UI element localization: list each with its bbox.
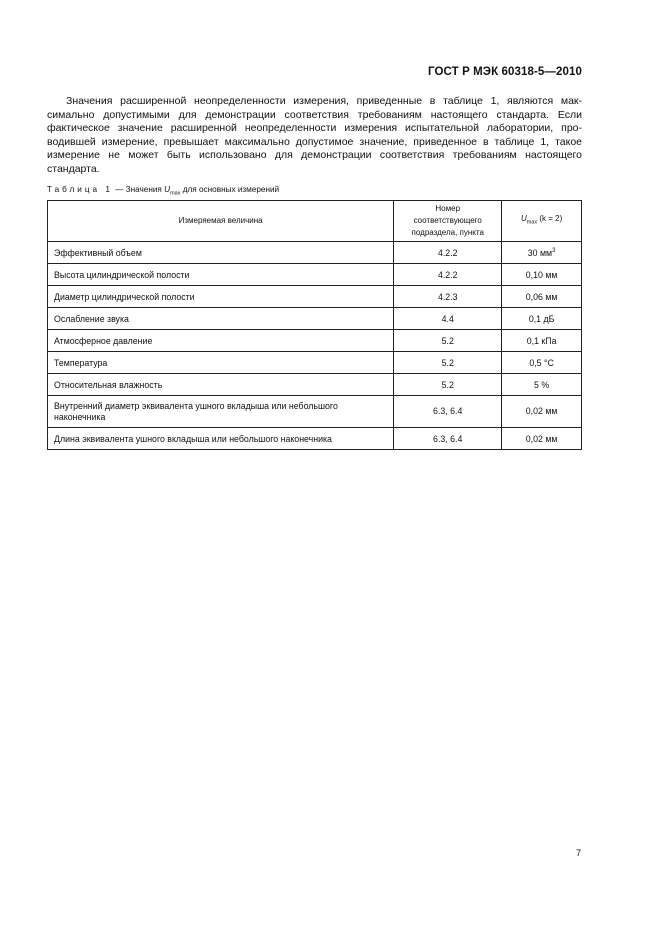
cell-value: 5 % [502,374,582,396]
cell-clause: 4.2.2 [394,242,502,264]
table-caption-label: Таблица 1 [47,185,113,194]
cell-clause: 5.2 [394,352,502,374]
cell-value-text: 30 мм [527,247,553,258]
header-quantity: Измеряемая величина [48,201,394,242]
paragraph-line: стандарта. [47,162,100,175]
table-caption-subscript: max [170,190,181,197]
header-umax [502,201,582,242]
cell-quantity: Длина эквивалента ушного вкладыша или небольшого наконечника [48,428,394,450]
table-caption-suffix: для основных измерений [180,185,280,194]
cell-value: 0,02 мм [502,428,582,450]
header-umax-symbol: U [520,214,527,224]
cell-quantity: Внутренний диаметр эквивалента ушного вкладыша или небольшого наконечника [48,396,394,428]
table-row [48,286,582,308]
cell-value: 0,02 мм [502,396,582,428]
table-row [48,308,582,330]
cell-quantity: Относительная влажность [48,374,394,396]
page-number: 7 [575,848,581,858]
table-row [48,264,582,286]
paragraph-line: фактическое значение расширенной неопределенности измерения испытательной лаборатории, про- [47,122,582,135]
cell-clause: 5.2 [394,330,502,352]
table-row [48,428,582,450]
cell-quantity: Высота цилиндрической полости [48,264,394,286]
document-header: ГОСТ Р МЭК 60318-5—2010 [428,66,582,78]
table-row [48,396,582,428]
paragraph-line: симально допустимыми для демонстрации соответствия требованиям настоящего стандарта. Если [47,108,582,121]
cell-value-superscript: 3 [552,247,556,254]
cell-value: 0,1 дБ [502,308,582,330]
cell-clause: 4.4 [394,308,502,330]
cell-clause: 6.3, 6.4 [394,396,502,428]
cell-quantity: Атмосферное давление [48,330,394,352]
header-umax-k: (k = 2) [537,214,563,224]
cell-clause: 6.3, 6.4 [394,428,502,450]
table-row [48,352,582,374]
measurements-table [47,200,582,450]
header-clause: Номер соответствующего подраздела, пункта [394,201,502,242]
table-row [48,242,582,264]
table-caption-dash: — Значения [112,185,165,194]
table-caption [47,185,279,197]
table-row [48,374,582,396]
cell-value [502,242,582,264]
cell-clause: 4.2.3 [394,286,502,308]
cell-clause: 5.2 [394,374,502,396]
cell-value: 0,1 кПа [502,330,582,352]
paragraph-line: водившей измерение, превышает максимально допустимое значение, приведенное в таблице 1, такое [47,135,582,148]
cell-quantity: Температура [48,352,394,374]
cell-quantity: Эффективный объем [48,242,394,264]
cell-value: 0,10 мм [502,264,582,286]
paragraph-line: измерение не может быть использовано для демонстрации соответствия требованиям настоящего [47,149,582,162]
cell-value: 0,06 мм [502,286,582,308]
cell-clause: 4.2.2 [394,264,502,286]
paragraph-line: Значения расширенной неопределенности измерения, приведенные в таблице 1, являются мак- [66,95,582,107]
body-paragraph [47,95,582,177]
cell-value: 0,5 °С [502,352,582,374]
cell-quantity: Ослабление звука [48,308,394,330]
table-header-row [48,201,582,242]
cell-quantity: Диаметр цилиндрической полости [48,286,394,308]
header-umax-subscript: max [526,219,538,226]
table-caption-symbol: U [164,185,171,194]
table-row [48,330,582,352]
